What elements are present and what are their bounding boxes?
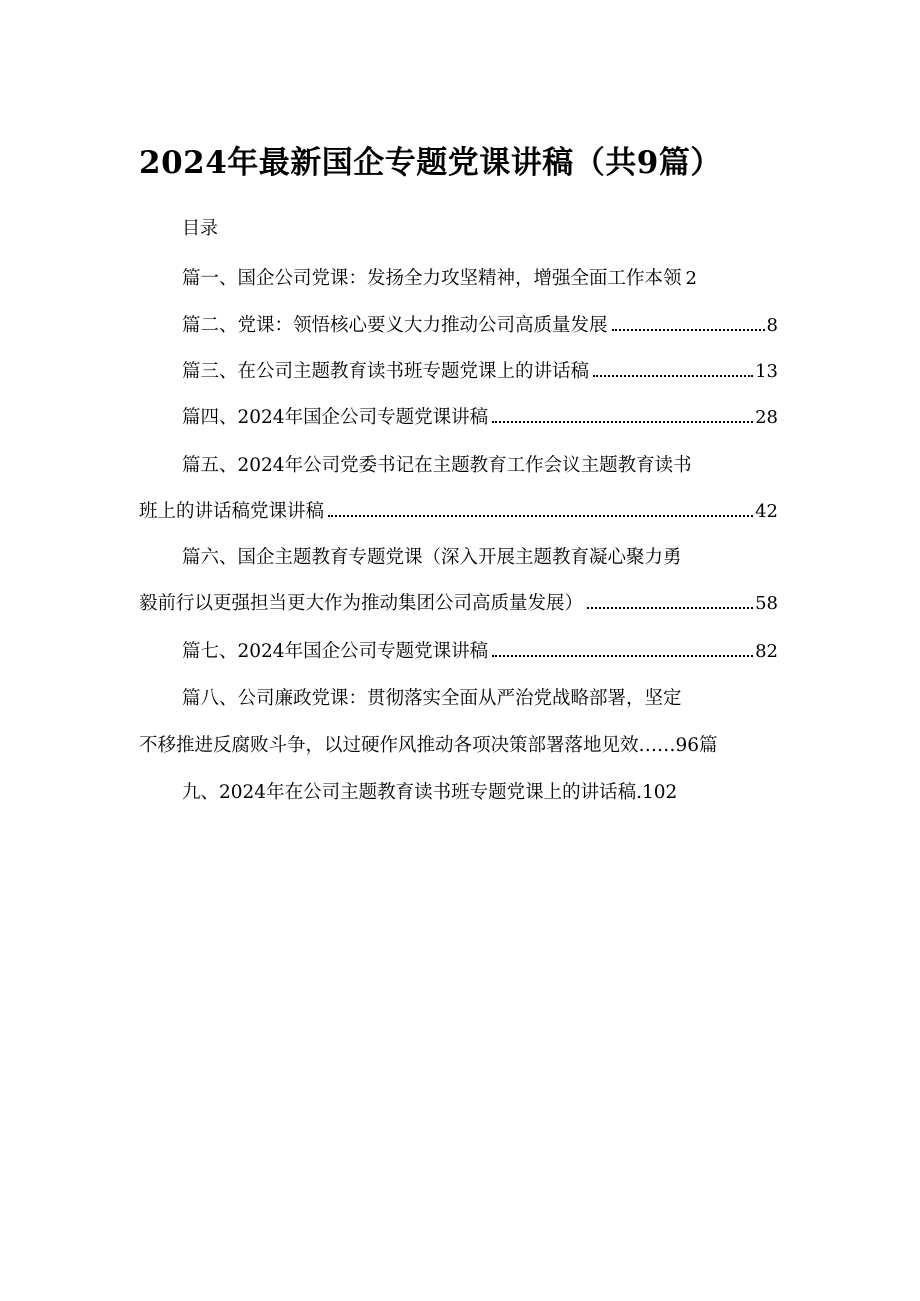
toc-entry-1-page: 2 bbox=[685, 268, 697, 289]
toc-entry-3[interactable] bbox=[182, 357, 778, 387]
dot-leader bbox=[328, 515, 753, 517]
dot-leader bbox=[492, 655, 753, 657]
toc-entry-8-text-line1: 篇八、公司廉政党课：贯彻落实全面从严治党战略部署，坚定 bbox=[182, 688, 682, 709]
toc-entry-6-text-line2: 毅前行以更强担当更大作为推动集团公司高质量发展） bbox=[139, 593, 584, 614]
dot-leader bbox=[593, 375, 753, 377]
toc-entry-2-page: 8 bbox=[766, 315, 778, 336]
toc-entry-6-page: 58 bbox=[755, 593, 778, 614]
toc-entry-5-line2 bbox=[139, 497, 778, 527]
dot-leader bbox=[587, 607, 753, 609]
toc-entry-7-page: 82 bbox=[755, 641, 778, 662]
toc-entry-5-page: 42 bbox=[755, 501, 778, 522]
toc-entry-3-page: 13 bbox=[755, 361, 778, 382]
toc-entry-2[interactable] bbox=[182, 311, 778, 341]
toc-entry-7[interactable] bbox=[182, 637, 778, 667]
toc-entry-6-text-line1: 篇六、国企主题教育专题党课（深入开展主题教育凝心聚力勇 bbox=[182, 547, 682, 568]
dot-leader bbox=[492, 421, 753, 423]
toc-entry-1-text: 篇一、国企公司党课：发扬全力攻坚精神，增强全面工作本领 bbox=[182, 268, 682, 289]
toc-entry-3-text: 篇三、在公司主题教育读书班专题党课上的讲话稿 bbox=[182, 361, 590, 382]
toc-entry-4-page: 28 bbox=[755, 407, 778, 428]
toc-entry-1[interactable] bbox=[182, 264, 697, 294]
toc-entry-9[interactable]: 九、2024年在公司主题教育读书班专题党课上的讲话稿.102 bbox=[182, 782, 678, 803]
toc-entry-6-line2 bbox=[139, 589, 778, 619]
toc-entry-5-text-line2: 班上的讲话稿党课讲稿 bbox=[139, 501, 325, 522]
toc-heading: 目录 bbox=[182, 218, 218, 239]
toc-entry-4-text: 篇四、2024年国企公司专题党课讲稿 bbox=[182, 407, 489, 428]
toc-entry-4[interactable] bbox=[182, 403, 778, 433]
dot-leader bbox=[612, 329, 765, 331]
toc-entry-7-text: 篇七、2024年国企公司专题党课讲稿 bbox=[182, 641, 489, 662]
toc-entry-2-text: 篇二、党课：领悟核心要义大力推动公司高质量发展 bbox=[182, 315, 608, 336]
toc-entry-5-text-line1: 篇五、2024年公司党委书记在主题教育工作会议主题教育读书 bbox=[182, 455, 692, 476]
toc-entry-8-text-line2: 不移推进反腐败斗争，以过硬作风推动各项决策部署落地见效……96篇 bbox=[139, 735, 718, 756]
document-title: 2024年最新国企专题党课讲稿（共9篇） bbox=[139, 145, 722, 181]
